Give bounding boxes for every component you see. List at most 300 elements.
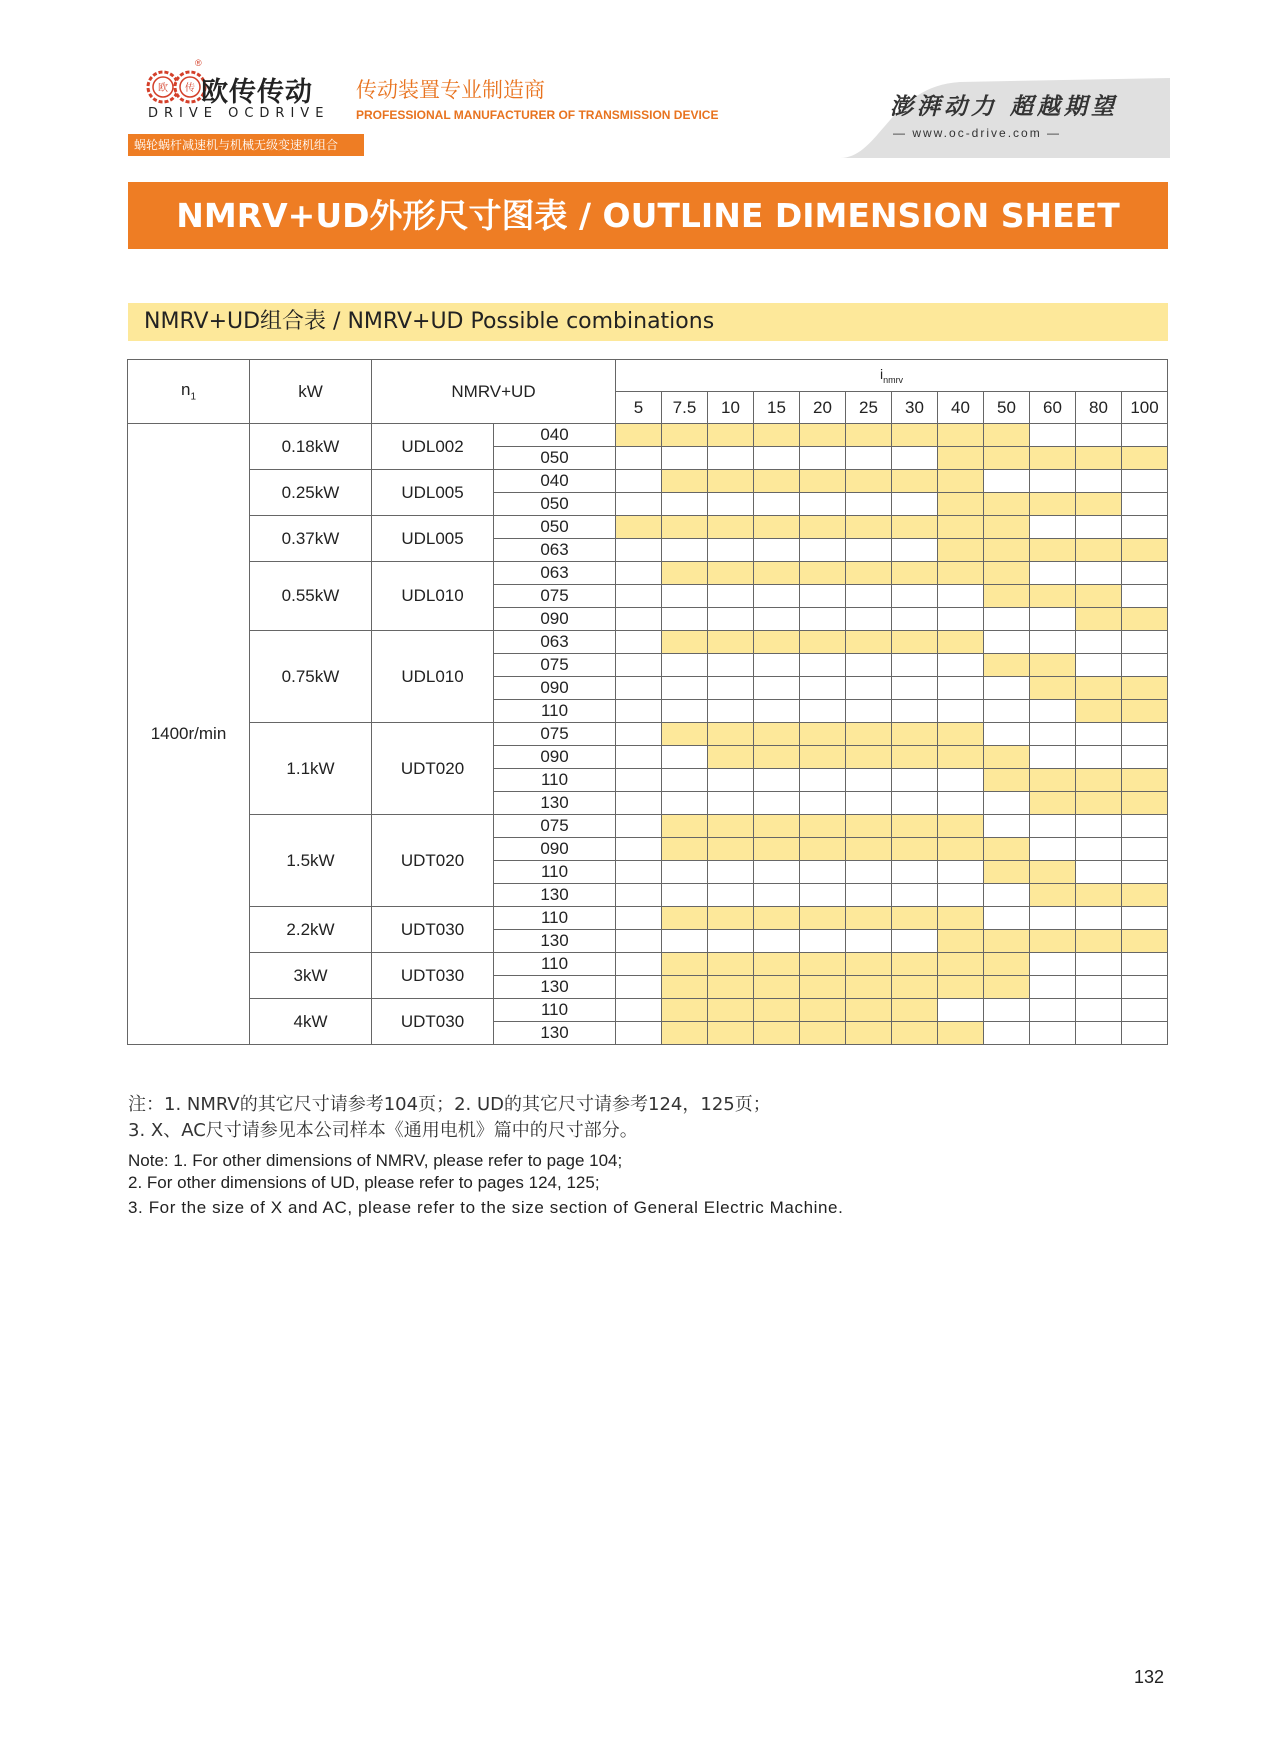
unavailable-cell [708,654,754,677]
available-cell [846,631,892,654]
unavailable-cell [1030,976,1076,999]
available-cell [1076,447,1122,470]
unavailable-cell [1122,1022,1168,1045]
unavailable-cell [754,792,800,815]
available-cell [892,746,938,769]
unavailable-cell [1030,907,1076,930]
unavailable-cell [1076,654,1122,677]
speed-cell: 1400r/min [128,424,250,1045]
kw-header: kW [250,360,372,424]
header-row [128,360,1168,392]
available-cell [754,424,800,447]
available-cell [662,562,708,585]
available-cell [892,1022,938,1045]
available-cell [938,424,984,447]
ratio-sub: nmrv [883,374,904,385]
unavailable-cell [1030,815,1076,838]
available-cell [938,516,984,539]
ud-model-cell: UDL010 [372,562,494,631]
available-cell [846,907,892,930]
unavailable-cell [984,700,1030,723]
unavailable-cell [846,861,892,884]
available-cell [984,930,1030,953]
available-cell [1030,861,1076,884]
unavailable-cell [1076,562,1122,585]
available-cell [1030,447,1076,470]
available-cell [1122,792,1168,815]
unavailable-cell [1076,976,1122,999]
note-en-line-3: 3. For the size of X and AC, please refer to the size section of General Electric Machine. [128,1198,844,1217]
unavailable-cell [892,861,938,884]
unavailable-cell [846,585,892,608]
table-row [128,723,1168,746]
available-cell [1122,608,1168,631]
nmrv-size-cell: 130 [494,792,616,815]
available-cell [984,976,1030,999]
available-cell [984,539,1030,562]
unavailable-cell [1122,838,1168,861]
unavailable-cell [800,447,846,470]
nmrv-size-cell: 040 [494,470,616,493]
nmrv-size-cell: 130 [494,976,616,999]
available-cell [662,999,708,1022]
logo-name-cn: 欧传传动 [201,77,313,108]
unavailable-cell [662,930,708,953]
available-cell [800,562,846,585]
available-cell [938,930,984,953]
unavailable-cell [1076,516,1122,539]
available-cell [846,424,892,447]
available-cell [708,1022,754,1045]
nmrv-size-cell: 110 [494,769,616,792]
available-cell [708,562,754,585]
available-cell [800,907,846,930]
notes-cn [128,1092,771,1144]
available-cell [984,838,1030,861]
unavailable-cell [662,700,708,723]
table-row [128,470,1168,493]
nmrv-size-cell: 110 [494,953,616,976]
unavailable-cell [1030,1022,1076,1045]
unavailable-cell [938,884,984,907]
ud-model-cell: UDT020 [372,815,494,907]
unavailable-cell [800,884,846,907]
unavailable-cell [616,654,662,677]
unavailable-cell [616,746,662,769]
available-cell [1076,677,1122,700]
ratio-cell: 60 [1030,392,1076,424]
unavailable-cell [1030,723,1076,746]
unavailable-cell [754,608,800,631]
available-cell [846,953,892,976]
available-cell [1122,677,1168,700]
unavailable-cell [846,930,892,953]
available-cell [984,447,1030,470]
available-cell [708,953,754,976]
unavailable-cell [984,815,1030,838]
unavailable-cell [616,562,662,585]
combination-table [127,359,1168,1045]
ud-model-cell: UDT030 [372,999,494,1045]
available-cell [800,815,846,838]
tagline-cn: 传动装置专业制造商 [356,78,545,102]
available-cell [800,631,846,654]
available-cell [892,516,938,539]
unavailable-cell [616,792,662,815]
unavailable-cell [708,930,754,953]
ratio-cell: 50 [984,392,1030,424]
unavailable-cell [616,539,662,562]
available-cell [892,838,938,861]
unavailable-cell [892,700,938,723]
unavailable-cell [1122,815,1168,838]
ratio-header [616,360,1168,392]
unavailable-cell [846,608,892,631]
ud-model-cell: UDL002 [372,424,494,470]
power-cell: 1.1kW [250,723,372,815]
unavailable-cell [984,884,1030,907]
available-cell [846,1022,892,1045]
nmrv-size-cell: 110 [494,907,616,930]
ratio-cell: 20 [800,392,846,424]
unavailable-cell [892,608,938,631]
unavailable-cell [1030,424,1076,447]
nmrv-size-cell: 063 [494,539,616,562]
unavailable-cell [1122,562,1168,585]
unavailable-cell [616,677,662,700]
unavailable-cell [662,884,708,907]
unavailable-cell [938,769,984,792]
available-cell [708,470,754,493]
unavailable-cell [892,447,938,470]
available-cell [984,493,1030,516]
available-cell [754,907,800,930]
available-cell [708,976,754,999]
available-cell [984,516,1030,539]
available-cell [754,999,800,1022]
available-cell [938,539,984,562]
unavailable-cell [662,769,708,792]
available-cell [1122,884,1168,907]
available-cell [892,999,938,1022]
available-cell [708,723,754,746]
unavailable-cell [708,861,754,884]
note-en-line-2: 2. For other dimensions of UD, please refer to pages 124, 125; [128,1173,600,1192]
logo-name-en: DRIVE OCDRIVE [148,106,330,121]
available-cell [1122,769,1168,792]
unavailable-cell [708,700,754,723]
nmrv-size-cell: 090 [494,838,616,861]
available-cell [662,470,708,493]
ratio-cell: 100 [1122,392,1168,424]
unavailable-cell [984,1022,1030,1045]
ratio-cell: 25 [846,392,892,424]
available-cell [800,746,846,769]
available-cell [662,815,708,838]
available-cell [754,516,800,539]
power-cell: 0.75kW [250,631,372,723]
unavailable-cell [800,654,846,677]
ud-model-cell: UDT030 [372,953,494,999]
available-cell [846,815,892,838]
available-cell [708,746,754,769]
available-cell [1122,700,1168,723]
unavailable-cell [616,884,662,907]
unavailable-cell [662,677,708,700]
unavailable-cell [984,723,1030,746]
available-cell [846,999,892,1022]
available-cell [1030,585,1076,608]
unavailable-cell [662,608,708,631]
available-cell [892,953,938,976]
unavailable-cell [1122,516,1168,539]
available-cell [1076,493,1122,516]
available-cell [846,516,892,539]
table-row [128,424,1168,447]
nmrv-size-cell: 050 [494,447,616,470]
unavailable-cell [662,539,708,562]
available-cell [708,815,754,838]
registered-mark: ® [195,58,202,68]
available-cell [754,631,800,654]
available-cell [662,723,708,746]
available-cell [800,838,846,861]
category-strip: 蜗轮蜗杆减速机与机械无级变速机组合 [128,134,364,156]
power-cell: 0.18kW [250,424,372,470]
nmrv-size-cell: 110 [494,700,616,723]
unavailable-cell [662,493,708,516]
unavailable-cell [1030,516,1076,539]
unavailable-cell [984,792,1030,815]
unavailable-cell [938,999,984,1022]
available-cell [846,470,892,493]
unavailable-cell [662,447,708,470]
available-cell [754,746,800,769]
available-cell [984,424,1030,447]
available-cell [754,815,800,838]
unavailable-cell [892,769,938,792]
nmrv-size-cell: 110 [494,861,616,884]
available-cell [662,1022,708,1045]
unavailable-cell [800,930,846,953]
available-cell [938,631,984,654]
tagline-en: PROFESSIONAL MANUFACTURER OF TRANSMISSION DEVICE [356,108,719,122]
available-cell [1076,585,1122,608]
unavailable-cell [754,493,800,516]
unavailable-cell [1122,723,1168,746]
unavailable-cell [938,654,984,677]
website-link[interactable]: — www.oc-drive.com — [893,126,1062,140]
unavailable-cell [846,654,892,677]
available-cell [938,723,984,746]
unavailable-cell [662,654,708,677]
available-cell [754,1022,800,1045]
unavailable-cell [1076,1022,1122,1045]
available-cell [846,746,892,769]
unavailable-cell [708,585,754,608]
unavailable-cell [846,493,892,516]
available-cell [984,746,1030,769]
available-cell [984,769,1030,792]
ratio-cell: 80 [1076,392,1122,424]
unavailable-cell [846,677,892,700]
nmrv-size-cell: 075 [494,815,616,838]
available-cell [846,562,892,585]
unavailable-cell [616,447,662,470]
unavailable-cell [708,769,754,792]
available-cell [938,493,984,516]
unavailable-cell [1122,999,1168,1022]
power-cell: 0.55kW [250,562,372,631]
unavailable-cell [1122,631,1168,654]
nmrv-size-cell: 063 [494,631,616,654]
available-cell [846,976,892,999]
unavailable-cell [846,792,892,815]
n1-label: n [180,380,191,400]
unavailable-cell [1076,861,1122,884]
unavailable-cell [616,769,662,792]
nmrv-size-cell: 130 [494,1022,616,1045]
unavailable-cell [1030,631,1076,654]
unavailable-cell [938,792,984,815]
unavailable-cell [616,976,662,999]
power-cell: 0.25kW [250,470,372,516]
unavailable-cell [1122,953,1168,976]
n1-header [128,360,250,424]
available-cell [708,516,754,539]
available-cell [846,723,892,746]
unavailable-cell [754,769,800,792]
unavailable-cell [846,769,892,792]
available-cell [938,907,984,930]
unavailable-cell [984,677,1030,700]
available-cell [800,1022,846,1045]
available-cell [662,838,708,861]
available-cell [1030,493,1076,516]
available-cell [938,1022,984,1045]
n1-sub: 1 [190,391,197,403]
unavailable-cell [800,677,846,700]
available-cell [800,953,846,976]
slogan: 澎湃动力 超越期望 [890,93,1119,120]
note-cn-line-2: 3. X、AC尺寸请参见本公司样本《通用电机》篇中的尺寸部分。 [128,1120,638,1141]
available-cell [984,861,1030,884]
unavailable-cell [1076,999,1122,1022]
unavailable-cell [754,447,800,470]
available-cell [1076,539,1122,562]
available-cell [754,838,800,861]
unavailable-cell [1076,723,1122,746]
nmrv-size-cell: 090 [494,608,616,631]
unavailable-cell [616,999,662,1022]
ud-model-cell: UDL005 [372,516,494,562]
unavailable-cell [984,907,1030,930]
available-cell [708,999,754,1022]
unavailable-cell [892,585,938,608]
available-cell [938,815,984,838]
ratio-cell: 10 [708,392,754,424]
unavailable-cell [1122,470,1168,493]
page-number: 132 [1134,1667,1165,1687]
nmrv-size-cell: 075 [494,723,616,746]
nmrv-size-cell: 130 [494,884,616,907]
nmrv-size-cell: 050 [494,516,616,539]
unavailable-cell [616,838,662,861]
table-row [128,631,1168,654]
available-cell [662,424,708,447]
unavailable-cell [662,746,708,769]
unavailable-cell [1076,631,1122,654]
unavailable-cell [754,930,800,953]
unavailable-cell [1076,815,1122,838]
available-cell [938,447,984,470]
unavailable-cell [1076,746,1122,769]
unavailable-cell [984,608,1030,631]
available-cell [754,976,800,999]
unavailable-cell [846,700,892,723]
available-cell [938,976,984,999]
available-cell [984,654,1030,677]
available-cell [1030,677,1076,700]
unavailable-cell [708,608,754,631]
available-cell [984,562,1030,585]
nmrv-size-cell: 075 [494,654,616,677]
available-cell [616,424,662,447]
power-cell: 3kW [250,953,372,999]
unavailable-cell [662,861,708,884]
available-cell [892,723,938,746]
nmrv-size-cell: 110 [494,999,616,1022]
website-text: www.oc-drive.com [912,126,1042,140]
unavailable-cell [1030,470,1076,493]
unavailable-cell [892,654,938,677]
unavailable-cell [1030,746,1076,769]
unavailable-cell [1122,585,1168,608]
unavailable-cell [1076,907,1122,930]
available-cell [846,838,892,861]
notes-en [128,1150,843,1219]
nmrv-size-cell: 075 [494,585,616,608]
unavailable-cell [708,493,754,516]
unavailable-cell [754,677,800,700]
nmrv-size-cell: 090 [494,746,616,769]
unavailable-cell [1076,470,1122,493]
unavailable-cell [800,539,846,562]
nmrv-size-cell: 130 [494,930,616,953]
unavailable-cell [1076,424,1122,447]
available-cell [938,470,984,493]
available-cell [1030,654,1076,677]
available-cell [800,723,846,746]
table-row [128,999,1168,1022]
unavailable-cell [800,861,846,884]
available-cell [892,907,938,930]
available-cell [662,631,708,654]
available-cell [616,516,662,539]
available-cell [1076,792,1122,815]
unavailable-cell [1122,907,1168,930]
available-cell [754,723,800,746]
ratio-cell: 5 [616,392,662,424]
logo-badge-right: 传 [185,83,195,94]
unavailable-cell [1122,746,1168,769]
available-cell [938,838,984,861]
available-cell [1122,539,1168,562]
unavailable-cell [846,447,892,470]
available-cell [1030,884,1076,907]
unavailable-cell [1030,953,1076,976]
table-row [128,907,1168,930]
